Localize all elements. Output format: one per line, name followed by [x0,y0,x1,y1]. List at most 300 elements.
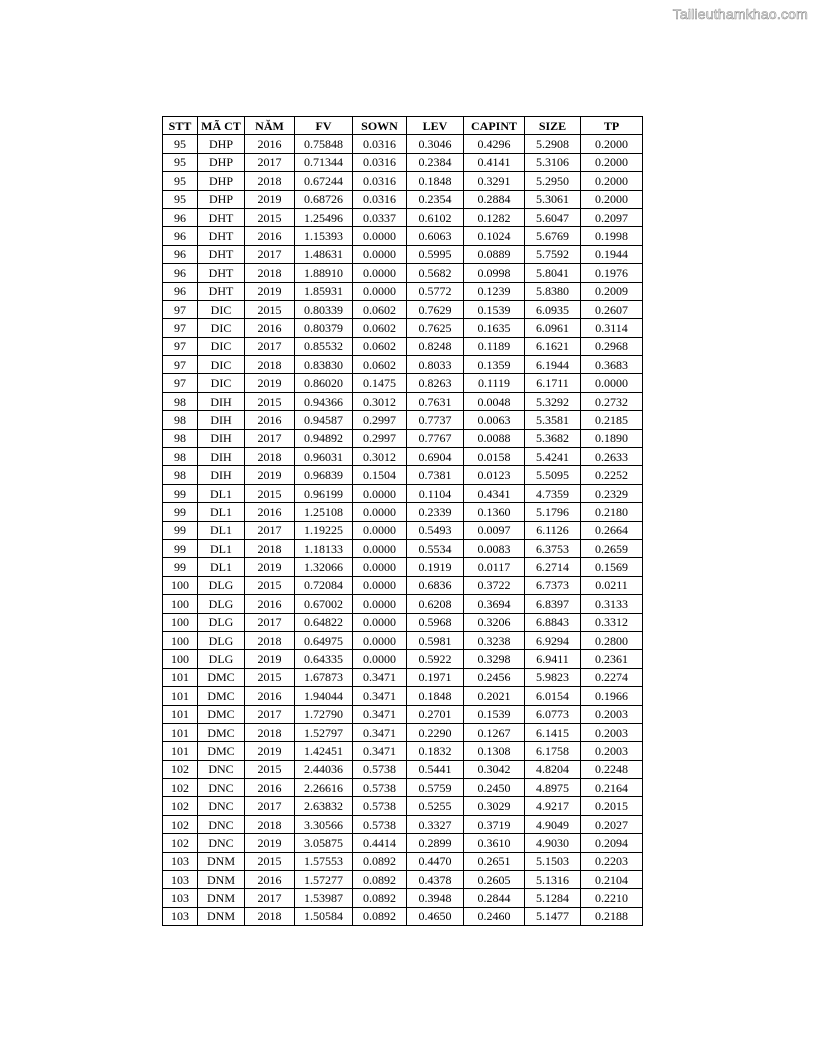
cell-capint: 0.1359 [464,356,525,374]
cell-tp: 0.2329 [581,484,643,502]
cell-ma-ct: DHP [198,190,245,208]
cell-lev: 0.5759 [407,779,464,797]
cell-size: 6.2714 [525,558,581,576]
table-row [163,429,643,447]
cell-tp: 0.2659 [581,539,643,557]
cell-capint: 0.1119 [464,374,525,392]
cell-tp: 0.1944 [581,245,643,263]
cell-ma-ct: DL1 [198,503,245,521]
cell-ma-ct: DL1 [198,521,245,539]
cell-lev: 0.7737 [407,411,464,429]
cell-lev: 0.4378 [407,871,464,889]
cell-stt: 99 [163,484,198,502]
cell-stt: 103 [163,871,198,889]
cell-nam: 2017 [245,613,295,631]
cell-stt: 101 [163,705,198,723]
cell-stt: 95 [163,190,198,208]
cell-fv: 1.48631 [295,245,353,263]
cell-size: 6.7373 [525,576,581,594]
cell-sown: 0.3471 [353,723,407,741]
cell-fv: 1.25496 [295,208,353,226]
cell-ma-ct: DHT [198,208,245,226]
table-row [163,852,643,870]
cell-fv: 1.85931 [295,282,353,300]
cell-capint: 0.2456 [464,668,525,686]
cell-ma-ct: DNM [198,889,245,907]
cell-ma-ct: DIC [198,374,245,392]
header-size: SIZE [525,117,581,135]
cell-nam: 2015 [245,760,295,778]
cell-tp: 0.1976 [581,264,643,282]
table-header-row [163,117,643,135]
table-row [163,356,643,374]
cell-lev: 0.4470 [407,852,464,870]
cell-ma-ct: DHT [198,245,245,263]
table-row [163,705,643,723]
cell-stt: 97 [163,374,198,392]
table-row [163,779,643,797]
cell-fv: 1.18133 [295,539,353,557]
cell-nam: 2019 [245,374,295,392]
cell-size: 6.1126 [525,521,581,539]
cell-lev: 0.3327 [407,815,464,833]
table-row [163,448,643,466]
cell-ma-ct: DHT [198,264,245,282]
cell-ma-ct: DHT [198,227,245,245]
cell-capint: 0.4296 [464,135,525,153]
cell-fv: 1.42451 [295,742,353,760]
cell-capint: 0.2605 [464,871,525,889]
cell-capint: 0.3610 [464,834,525,852]
cell-size: 6.1944 [525,356,581,374]
cell-tp: 0.2248 [581,760,643,778]
table-row [163,521,643,539]
cell-capint: 0.3694 [464,595,525,613]
cell-fv: 0.96031 [295,448,353,466]
header-lev: LEV [407,117,464,135]
cell-tp: 0.1966 [581,687,643,705]
cell-size: 6.1711 [525,374,581,392]
cell-sown: 0.2997 [353,429,407,447]
cell-fv: 0.94366 [295,392,353,410]
cell-ma-ct: DLG [198,595,245,613]
cell-fv: 0.67244 [295,172,353,190]
cell-capint: 0.0063 [464,411,525,429]
cell-ma-ct: DL1 [198,539,245,557]
table-row [163,337,643,355]
cell-size: 5.5095 [525,466,581,484]
cell-size: 6.8397 [525,595,581,613]
cell-tp: 0.2361 [581,650,643,668]
cell-stt: 96 [163,227,198,245]
cell-nam: 2018 [245,356,295,374]
cell-stt: 102 [163,760,198,778]
cell-stt: 99 [163,539,198,557]
header-fv: FV [295,117,353,135]
cell-lev: 0.5441 [407,760,464,778]
cell-size: 6.1758 [525,742,581,760]
cell-capint: 0.1282 [464,208,525,226]
table-row [163,595,643,613]
cell-sown: 0.5738 [353,815,407,833]
table-row [163,300,643,318]
cell-sown: 0.3012 [353,392,407,410]
cell-fv: 1.72790 [295,705,353,723]
cell-stt: 99 [163,521,198,539]
cell-tp: 0.2633 [581,448,643,466]
cell-tp: 0.2003 [581,705,643,723]
cell-ma-ct: DNC [198,815,245,833]
cell-stt: 103 [163,889,198,907]
cell-fv: 0.86020 [295,374,353,392]
table-row [163,539,643,557]
header-sown: SOWN [353,117,407,135]
cell-stt: 101 [163,668,198,686]
cell-ma-ct: DHP [198,153,245,171]
cell-sown: 0.0316 [353,153,407,171]
cell-fv: 1.15393 [295,227,353,245]
cell-stt: 95 [163,172,198,190]
cell-ma-ct: DHP [198,135,245,153]
cell-capint: 0.3029 [464,797,525,815]
cell-capint: 0.3298 [464,650,525,668]
cell-size: 5.3581 [525,411,581,429]
cell-tp: 0.2252 [581,466,643,484]
cell-capint: 0.4141 [464,153,525,171]
cell-tp: 0.2185 [581,411,643,429]
cell-sown: 0.0316 [353,172,407,190]
cell-tp: 0.2968 [581,337,643,355]
cell-capint: 0.3722 [464,576,525,594]
cell-nam: 2019 [245,742,295,760]
table-row [163,153,643,171]
cell-tp: 0.2015 [581,797,643,815]
cell-size: 6.0773 [525,705,581,723]
cell-capint: 0.3206 [464,613,525,631]
cell-capint: 0.0998 [464,264,525,282]
cell-size: 6.9294 [525,631,581,649]
cell-fv: 0.80379 [295,319,353,337]
cell-ma-ct: DMC [198,723,245,741]
cell-sown: 0.3471 [353,687,407,705]
cell-stt: 98 [163,448,198,466]
cell-stt: 103 [163,907,198,925]
cell-ma-ct: DIC [198,319,245,337]
cell-ma-ct: DMC [198,742,245,760]
cell-stt: 98 [163,466,198,484]
cell-size: 5.6047 [525,208,581,226]
cell-sown: 0.0000 [353,650,407,668]
cell-fv: 2.26616 [295,779,353,797]
cell-tp: 0.2000 [581,190,643,208]
cell-tp: 0.2188 [581,907,643,925]
cell-tp: 0.1569 [581,558,643,576]
cell-ma-ct: DL1 [198,484,245,502]
cell-tp: 0.0211 [581,576,643,594]
cell-lev: 0.4650 [407,907,464,925]
cell-sown: 0.0000 [353,264,407,282]
cell-tp: 0.2094 [581,834,643,852]
cell-fv: 1.57277 [295,871,353,889]
cell-size: 4.9030 [525,834,581,852]
cell-nam: 2016 [245,687,295,705]
cell-ma-ct: DL1 [198,558,245,576]
table-row [163,797,643,815]
cell-sown: 0.0000 [353,613,407,631]
cell-ma-ct: DIC [198,356,245,374]
table-row [163,723,643,741]
cell-lev: 0.5534 [407,539,464,557]
cell-ma-ct: DNC [198,834,245,852]
cell-stt: 102 [163,797,198,815]
header-capint: CAPINT [464,117,525,135]
cell-stt: 98 [163,429,198,447]
cell-nam: 2019 [245,558,295,576]
cell-nam: 2019 [245,650,295,668]
cell-capint: 0.1189 [464,337,525,355]
cell-stt: 95 [163,135,198,153]
cell-stt: 95 [163,153,198,171]
cell-fv: 1.94044 [295,687,353,705]
cell-size: 5.4241 [525,448,581,466]
cell-sown: 0.0337 [353,208,407,226]
table-row [163,374,643,392]
cell-stt: 102 [163,779,198,797]
cell-capint: 0.0048 [464,392,525,410]
cell-fv: 2.44036 [295,760,353,778]
cell-sown: 0.0602 [353,300,407,318]
cell-size: 6.1415 [525,723,581,741]
cell-lev: 0.1848 [407,172,464,190]
cell-fv: 3.05875 [295,834,353,852]
cell-stt: 101 [163,742,198,760]
cell-nam: 2015 [245,208,295,226]
cell-nam: 2016 [245,779,295,797]
cell-tp: 0.2000 [581,135,643,153]
header-tp: TP [581,117,643,135]
cell-tp: 0.2210 [581,889,643,907]
cell-size: 6.9411 [525,650,581,668]
cell-lev: 0.1971 [407,668,464,686]
table-row [163,687,643,705]
cell-sown: 0.1475 [353,374,407,392]
cell-fv: 0.68726 [295,190,353,208]
cell-lev: 0.6102 [407,208,464,226]
cell-fv: 1.88910 [295,264,353,282]
cell-nam: 2018 [245,631,295,649]
table-row [163,227,643,245]
cell-nam: 2015 [245,852,295,870]
cell-lev: 0.6904 [407,448,464,466]
cell-ma-ct: DNC [198,797,245,815]
cell-fv: 0.64822 [295,613,353,631]
cell-capint: 0.2021 [464,687,525,705]
cell-fv: 1.52797 [295,723,353,741]
cell-lev: 0.5922 [407,650,464,668]
cell-size: 4.8975 [525,779,581,797]
table-row [163,815,643,833]
cell-size: 6.0154 [525,687,581,705]
cell-sown: 0.5738 [353,779,407,797]
table-row [163,613,643,631]
cell-stt: 99 [163,503,198,521]
cell-nam: 2019 [245,834,295,852]
cell-sown: 0.0000 [353,484,407,502]
cell-sown: 0.0000 [353,227,407,245]
cell-sown: 0.0892 [353,889,407,907]
cell-sown: 0.0000 [353,245,407,263]
table-row [163,411,643,429]
cell-tp: 0.2274 [581,668,643,686]
cell-tp: 0.1998 [581,227,643,245]
cell-lev: 0.7625 [407,319,464,337]
cell-nam: 2018 [245,448,295,466]
cell-lev: 0.5995 [407,245,464,263]
cell-nam: 2018 [245,815,295,833]
cell-nam: 2017 [245,521,295,539]
cell-capint: 0.0083 [464,539,525,557]
cell-tp: 0.2203 [581,852,643,870]
cell-lev: 0.8033 [407,356,464,374]
cell-nam: 2016 [245,411,295,429]
cell-fv: 0.72084 [295,576,353,594]
cell-capint: 0.2844 [464,889,525,907]
cell-nam: 2018 [245,264,295,282]
cell-ma-ct: DHP [198,172,245,190]
cell-size: 4.8204 [525,760,581,778]
cell-fv: 0.96839 [295,466,353,484]
table-row [163,264,643,282]
cell-capint: 0.0117 [464,558,525,576]
cell-stt: 101 [163,723,198,741]
cell-size: 5.1503 [525,852,581,870]
cell-sown: 0.0892 [353,871,407,889]
cell-capint: 0.1539 [464,300,525,318]
cell-sown: 0.0602 [353,319,407,337]
cell-lev: 0.1832 [407,742,464,760]
cell-capint: 0.0097 [464,521,525,539]
cell-size: 5.1284 [525,889,581,907]
cell-tp: 0.2003 [581,723,643,741]
cell-tp: 0.2732 [581,392,643,410]
cell-ma-ct: DNC [198,760,245,778]
cell-ma-ct: DLG [198,650,245,668]
cell-stt: 96 [163,208,198,226]
table-row [163,650,643,668]
cell-tp: 0.2009 [581,282,643,300]
cell-capint: 0.2460 [464,907,525,925]
cell-nam: 2016 [245,227,295,245]
cell-lev: 0.1919 [407,558,464,576]
cell-capint: 0.1239 [464,282,525,300]
cell-stt: 96 [163,282,198,300]
cell-sown: 0.2997 [353,411,407,429]
cell-capint: 0.3291 [464,172,525,190]
cell-ma-ct: DIC [198,337,245,355]
table-row [163,871,643,889]
cell-fv: 0.64975 [295,631,353,649]
cell-sown: 0.1504 [353,466,407,484]
cell-fv: 0.85532 [295,337,353,355]
cell-size: 6.0935 [525,300,581,318]
cell-nam: 2019 [245,466,295,484]
cell-sown: 0.5738 [353,760,407,778]
cell-nam: 2016 [245,503,295,521]
cell-stt: 97 [163,356,198,374]
cell-sown: 0.3471 [353,705,407,723]
cell-lev: 0.6836 [407,576,464,594]
cell-tp: 0.2027 [581,815,643,833]
cell-capint: 0.2651 [464,852,525,870]
cell-capint: 0.1267 [464,723,525,741]
cell-lev: 0.1104 [407,484,464,502]
cell-sown: 0.0892 [353,907,407,925]
cell-ma-ct: DNM [198,871,245,889]
cell-capint: 0.0889 [464,245,525,263]
cell-nam: 2018 [245,172,295,190]
cell-fv: 0.67002 [295,595,353,613]
cell-lev: 0.2354 [407,190,464,208]
cell-fv: 0.96199 [295,484,353,502]
cell-stt: 100 [163,631,198,649]
cell-fv: 0.80339 [295,300,353,318]
cell-lev: 0.7381 [407,466,464,484]
cell-capint: 0.3042 [464,760,525,778]
header-ma-ct: MÃ CT [198,117,245,135]
table-row [163,245,643,263]
cell-capint: 0.1360 [464,503,525,521]
cell-nam: 2018 [245,907,295,925]
cell-lev: 0.5981 [407,631,464,649]
cell-sown: 0.0602 [353,356,407,374]
cell-lev: 0.2339 [407,503,464,521]
table-row [163,172,643,190]
cell-sown: 0.0000 [353,576,407,594]
cell-lev: 0.8263 [407,374,464,392]
table-row [163,558,643,576]
cell-sown: 0.0316 [353,190,407,208]
table-row [163,135,643,153]
table-row [163,484,643,502]
cell-capint: 0.1635 [464,319,525,337]
cell-size: 5.7592 [525,245,581,263]
cell-nam: 2017 [245,797,295,815]
cell-ma-ct: DIH [198,411,245,429]
cell-stt: 101 [163,687,198,705]
cell-stt: 100 [163,613,198,631]
cell-nam: 2015 [245,300,295,318]
cell-capint: 0.1308 [464,742,525,760]
cell-ma-ct: DLG [198,613,245,631]
cell-nam: 2017 [245,153,295,171]
cell-size: 5.6769 [525,227,581,245]
cell-size: 5.1796 [525,503,581,521]
cell-tp: 0.3114 [581,319,643,337]
cell-nam: 2018 [245,723,295,741]
cell-tp: 0.2800 [581,631,643,649]
cell-lev: 0.6208 [407,595,464,613]
cell-nam: 2016 [245,319,295,337]
cell-capint: 0.1024 [464,227,525,245]
cell-ma-ct: DNC [198,779,245,797]
cell-stt: 100 [163,576,198,594]
table-body [163,135,643,926]
cell-size: 6.8843 [525,613,581,631]
cell-lev: 0.5772 [407,282,464,300]
cell-ma-ct: DMC [198,687,245,705]
cell-nam: 2019 [245,190,295,208]
cell-sown: 0.0000 [353,595,407,613]
